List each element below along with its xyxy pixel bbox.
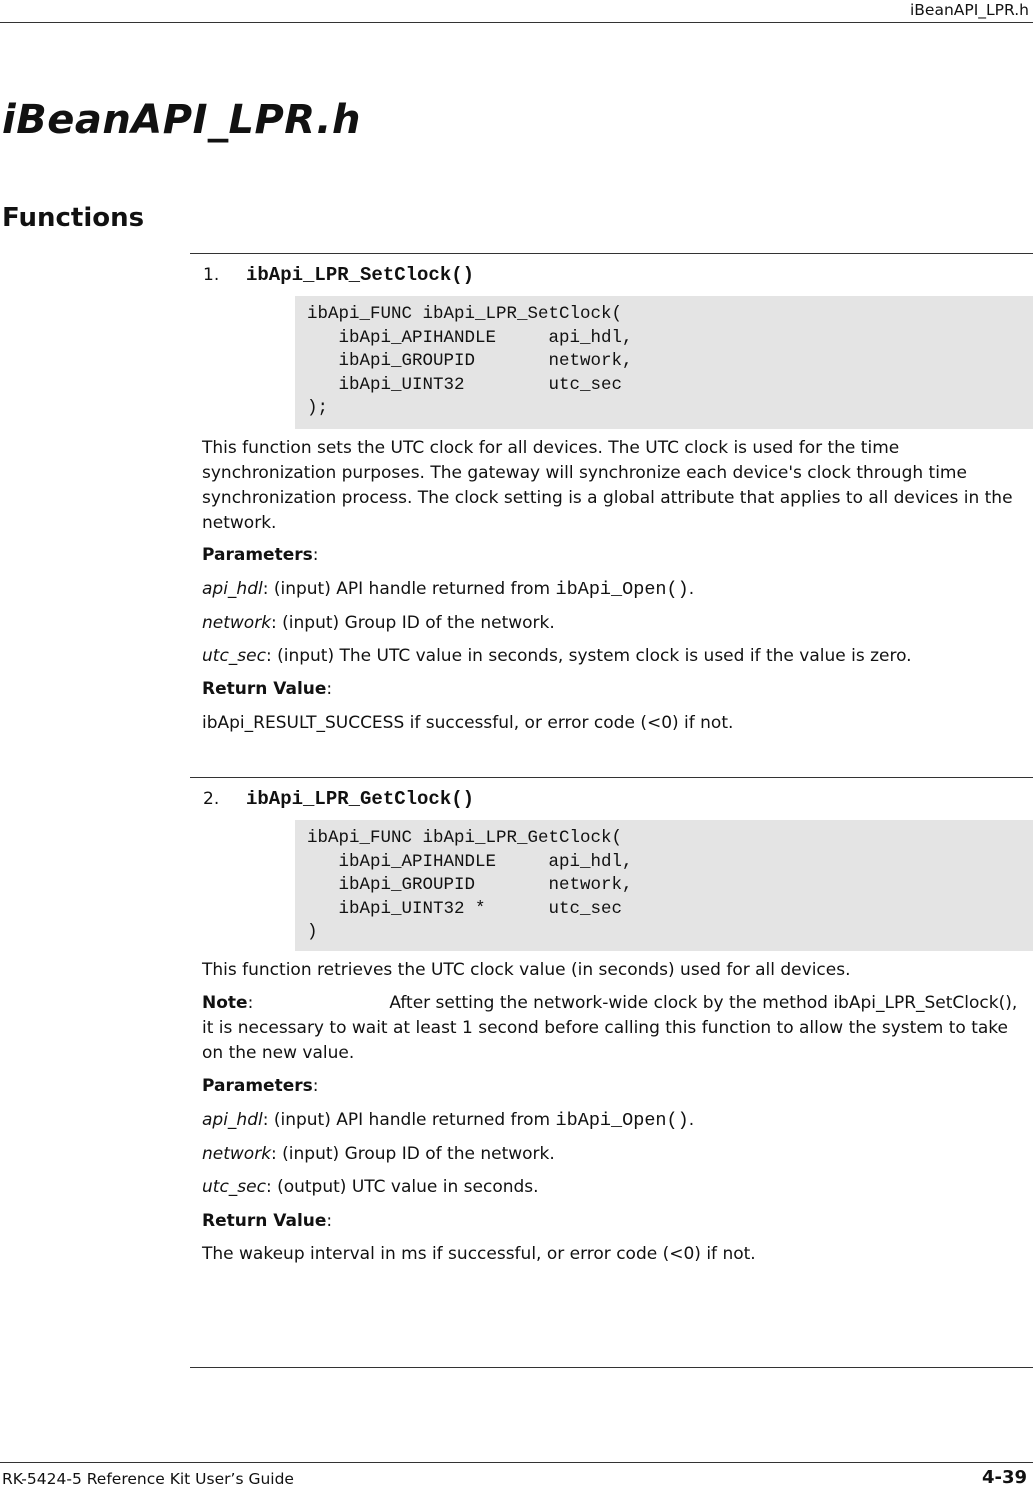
code-line: ) [307,922,318,942]
function-2-description: This function retrieves the UTC clock value (in seconds) used for all devices. [202,960,851,980]
function-1-description: This function sets the UTC clock for all devices. The UTC clock is used for the time synchronization purposes. The gateway will synchronize each device's clock through time synchronization process. The clock setting is a global attribute that applies to all devices in the network. [202,438,1013,533]
param-tail: . [688,579,695,599]
function-2-heading [203,788,474,810]
param-text: : (input) Group ID of the network. [271,613,555,633]
function-2-number: 2. [203,789,220,809]
function-2-name: ibApi_LPR_GetClock() [246,788,475,810]
function-2-param-api-hdl [202,1108,1022,1133]
code-line: ibApi_UINT32 * utc_sec [307,898,623,919]
footer-doc-title: RK-5424-5 Reference Kit User’s Guide [2,1470,294,1488]
param-text: : (input) API handle returned from [262,1110,556,1130]
function-2-rule [190,777,1033,778]
function-1-param-api-hdl [202,577,1022,602]
running-header: iBeanAPI_LPR.h [909,1,1029,19]
function-1-number: 1. [203,265,220,285]
param-name: api_hdl [202,579,263,599]
section-end-rule [190,1367,1033,1368]
code-line: ibApi_GROUPID network, [307,875,633,895]
param-name: utc_sec [202,646,266,666]
section-title: Functions [2,203,145,233]
function-2-parameters-heading: Parameters: [202,1076,319,1096]
code-line: ibApi_APIHANDLE api_hdl, [307,327,633,348]
code-line: ); [307,398,329,418]
param-code: ibApi_Open() [555,579,689,600]
param-text: : (input) API handle returned from [262,579,556,599]
function-1-return-heading: Return Value: [202,679,333,699]
parameters-label: Parameters [202,545,313,565]
param-text: : (input) The UTC value in seconds, system clock is used if the value is zero. [265,646,912,666]
code-line: ibApi_FUNC ibApi_LPR_SetClock( [307,304,623,324]
function-1-name: ibApi_LPR_SetClock() [246,264,475,286]
function-2-return-heading: Return Value: [202,1211,333,1231]
footer-rule [0,1462,1033,1463]
parameters-label: Parameters [202,1076,313,1096]
code-line: ibApi_FUNC ibApi_LPR_GetClock( [307,828,623,848]
function-2-code-block [295,820,1033,951]
code-line: ibApi_APIHANDLE api_hdl, [307,851,633,872]
code-line: ibApi_GROUPID network, [307,351,633,371]
note-text: After setting the network-wide clock by the method ibApi_LPR_SetClock(), it is necessary to wait at least 1 second before calling this function to allow the system to take on the new value. [202,993,1018,1063]
param-text: : (input) Group ID of the network. [271,1144,555,1164]
function-1-param-network [202,611,1022,636]
function-1-rule [190,253,1033,254]
param-text: : (output) UTC value in seconds. [265,1177,539,1197]
param-name: network [202,1144,272,1164]
function-1-heading [203,264,474,286]
header-rule [0,22,1033,23]
function-2-param-network [202,1142,1022,1167]
param-name: network [202,613,272,633]
code-line: ibApi_UINT32 utc_sec [307,374,623,395]
function-1-parameters-heading: Parameters: [202,545,319,565]
param-name: api_hdl [202,1110,263,1130]
function-2-return-text: The wakeup interval in ms if successful, or error code (<0) if not. [202,1244,756,1264]
return-label: Return Value [202,679,327,699]
function-1-code-block [295,296,1033,429]
param-name: utc_sec [202,1177,266,1197]
page-number: 4-39 [981,1467,1027,1488]
function-2-param-utc-sec [202,1175,1022,1200]
function-1-return-text: ibApi_RESULT_SUCCESS if successful, or error code (<0) if not. [202,713,734,733]
param-tail: . [688,1110,695,1130]
return-label: Return Value [202,1211,327,1231]
note-label: Note [202,993,248,1013]
page-title: iBeanAPI_LPR.h [2,97,361,143]
function-2-note: Note: After setting the network-wide clock by the method ibApi_LPR_SetClock(), it is necessary to wait at least 1 second before calling this function to allow the system to take on the new value. [202,993,1018,1063]
function-1-param-utc-sec [202,644,1022,669]
param-code: ibApi_Open() [555,1110,689,1131]
